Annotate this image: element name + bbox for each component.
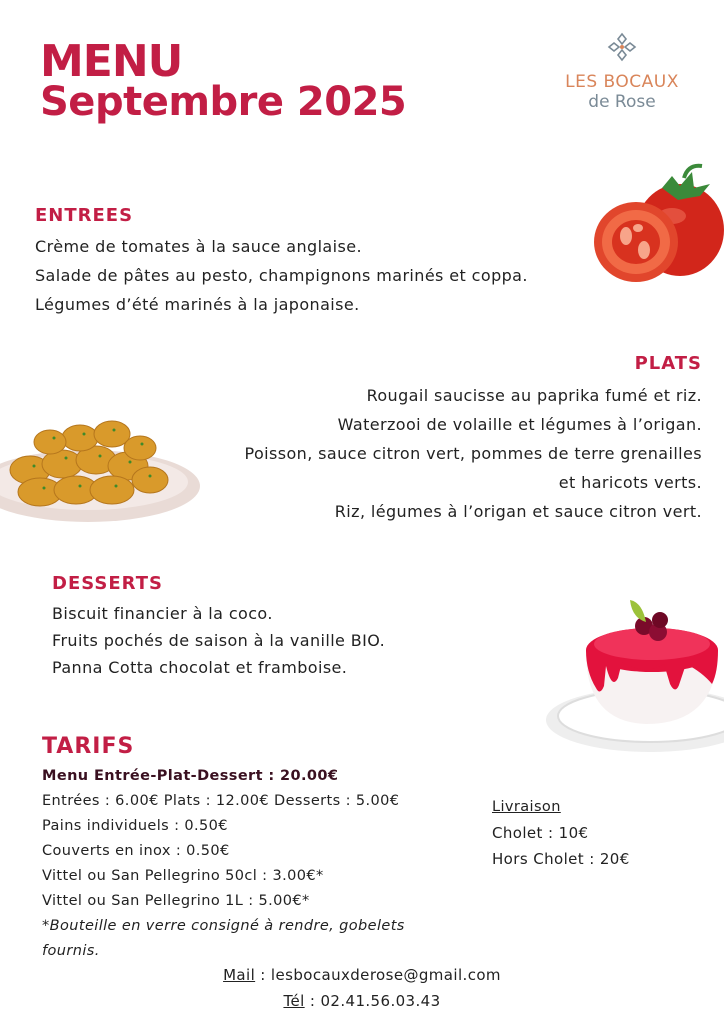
logo-name-line-2: de Rose [588,92,656,112]
tarif-formula: Menu Entrée-Plat-Dessert : 20.00€ [42,768,339,784]
tarif-line: Pains individuels : 0.50€ [42,818,228,834]
livraison-hors-cholet: Hors Cholet : 20€ [492,850,630,868]
plat-item: Poisson, sauce citron vert, pommes de terre grenailles [244,444,702,463]
mail-address[interactable]: : lesbocauxderose@gmail.com [255,966,501,984]
title-line-2: Septembre 2025 [40,79,407,125]
entrees-list [35,232,528,319]
tarifs-heading: TARIFS [42,734,135,759]
dessert-item: Panna Cotta chocolat et framboise. [52,658,348,677]
entree-item: Salade de pâtes au pesto, champignons marinés et coppa. [35,266,528,285]
tarif-note: *Bouteille en verre consigné à rendre, gobelets [42,918,405,934]
plat-item: Riz, légumes à l’origan et sauce citron vert. [334,502,702,521]
logo-name-line-1: LES BOCAUX [565,72,679,92]
plat-item: Rougail saucisse au paprika fumé et riz. [366,386,702,405]
plats-heading: PLATS [634,353,702,374]
plat-item: Waterzooi de volaille et légumes à l’origan. [337,415,702,434]
tomato-illustration [592,158,724,294]
entree-item: Légumes d’été marinés à la japonaise. [35,295,360,314]
potatoes-illustration [0,398,204,526]
title-line-1: MENU [40,36,183,87]
contact-mail [0,962,724,988]
dessert-item: Biscuit financier à la coco. [52,604,273,623]
livraison-heading: Livraison [492,799,561,815]
dessert-item: Fruits pochés de saison à la vanille BIO. [52,631,386,650]
contact-phone [0,988,724,1014]
menu-title [40,36,407,125]
livraison-block [492,795,630,872]
contact-block [0,962,724,1014]
tarif-line: Vittel ou San Pellegrino 50cl : 3.00€* [42,868,324,884]
plats-list [244,381,702,526]
tel-label: Tél [283,992,305,1010]
tarif-line: Couverts en inox : 0.50€ [42,843,230,859]
desserts-heading: DESSERTS [52,573,163,594]
tarif-note: fournis. [42,943,100,959]
panna-cotta-illustration [546,592,724,760]
brand-logo [552,30,692,112]
flower-logo-icon [605,30,639,64]
livraison-cholet: Cholet : 10€ [492,824,589,842]
tarifs-list [42,764,405,964]
mail-label: Mail [223,966,256,984]
desserts-list [52,600,385,681]
entree-item: Crème de tomates à la sauce anglaise. [35,237,362,256]
tarif-line: Entrées : 6.00€ Plats : 12.00€ Desserts : 5.00€ [42,793,400,809]
entrees-heading: ENTREES [35,205,134,226]
tarif-line: Vittel ou San Pellegrino 1L : 5.00€* [42,893,310,909]
phone-number[interactable]: : 02.41.56.03.43 [304,992,441,1010]
plat-item: et haricots verts. [558,473,702,492]
